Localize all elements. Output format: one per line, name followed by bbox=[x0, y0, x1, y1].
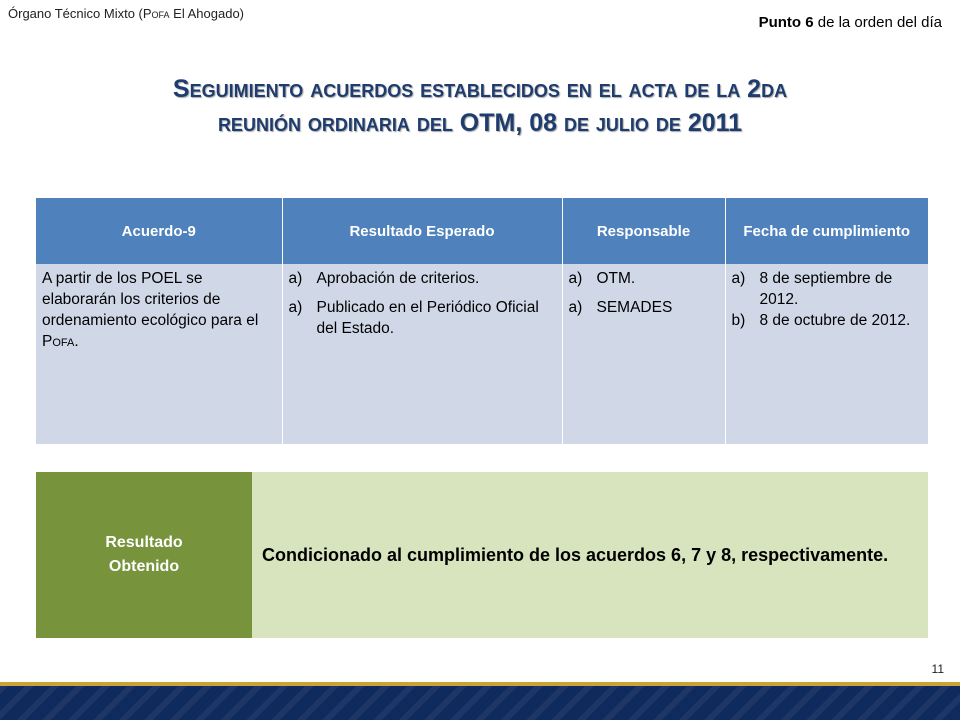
list-item: a) OTM. bbox=[568, 270, 636, 287]
header-fecha: Fecha de cumplimiento bbox=[725, 198, 928, 264]
organ-label: Órgano Técnico Mixto (Pofa El Ahogado) bbox=[8, 6, 245, 21]
title-line-2: reunión ordinaria del OTM, 08 de julio de 2011 bbox=[217, 109, 743, 137]
list-item: a) SEMADES bbox=[568, 299, 673, 316]
cell-acuerdo: A partir de los POEL se elaborarán los criterios de ordenamiento ecológico para el Pofa. bbox=[36, 264, 282, 444]
list-item: a) Aprobación de criterios. bbox=[288, 270, 480, 287]
title-line-1: Seguimiento acuerdos establecidos en el acta de la 2da bbox=[172, 75, 788, 103]
header-resultado-esperado: Resultado Esperado bbox=[282, 198, 562, 264]
slide-title bbox=[40, 72, 920, 140]
cell-responsable bbox=[562, 264, 725, 444]
agenda-point-number: Punto 6 bbox=[758, 14, 814, 31]
list-item: b) 8 de octubre de 2012. bbox=[731, 312, 911, 329]
header-responsable: Responsable bbox=[562, 198, 725, 264]
agenda-point: Punto 6 de la orden del día bbox=[758, 14, 942, 31]
header-acuerdo: Acuerdo-9 bbox=[36, 198, 282, 264]
cell-fecha bbox=[725, 264, 928, 444]
result-label: Resultado Obtenido bbox=[36, 472, 252, 638]
list-item: a) Publicado en el Periódico Oficial del Estado. bbox=[288, 299, 539, 337]
cell-resultado-esperado bbox=[282, 264, 562, 444]
agreement-table bbox=[36, 198, 928, 444]
table-row bbox=[36, 264, 928, 444]
result-box bbox=[36, 472, 928, 638]
footer-banner bbox=[0, 682, 960, 720]
table-header-row bbox=[36, 198, 928, 264]
result-value: Condicionado al cumplimiento de los acuerdos 6, 7 y 8, respectivamente. bbox=[252, 472, 928, 638]
footer-pattern bbox=[0, 686, 960, 720]
page-number: 11 bbox=[931, 662, 944, 676]
list-item: a) 8 de septiembre de 2012. bbox=[731, 270, 893, 308]
